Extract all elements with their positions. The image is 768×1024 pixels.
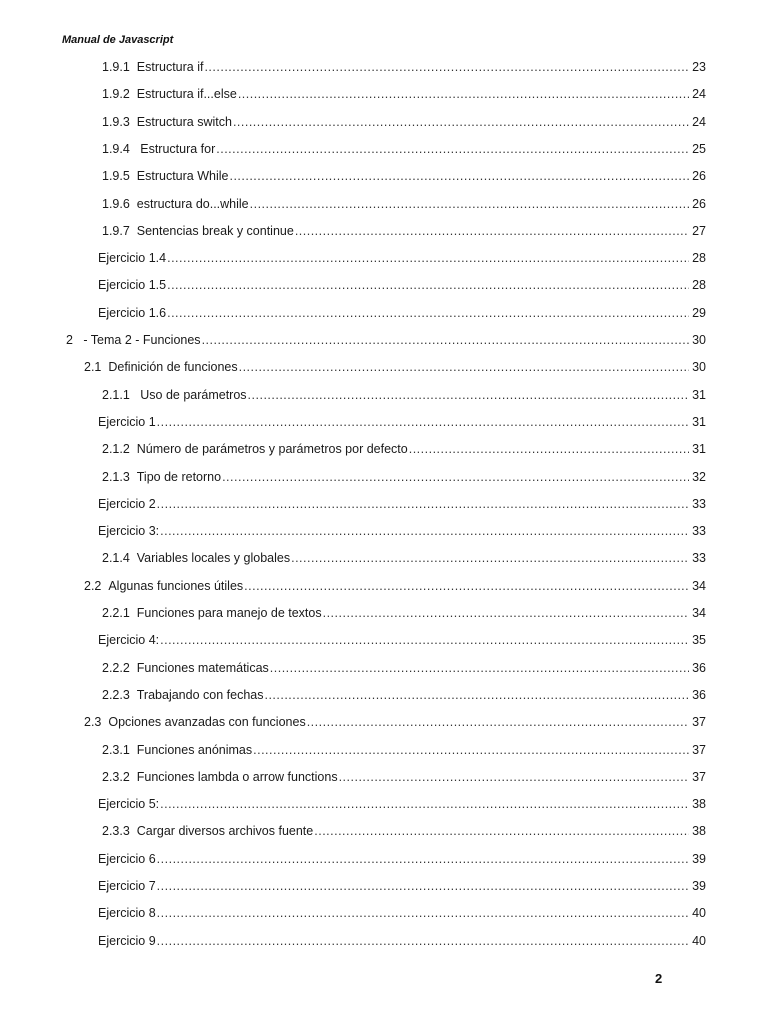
toc-dot-leader (222, 467, 689, 487)
toc-entry-title: Ejercicio 7 (98, 879, 156, 893)
toc-entry-title: Opciones avanzadas con funciones (108, 715, 306, 730)
toc-entry[interactable] (102, 385, 706, 405)
toc-dot-leader (167, 303, 689, 323)
toc-entry[interactable] (98, 931, 706, 951)
toc-entry-page: 34 (692, 578, 706, 593)
toc-entry[interactable] (98, 494, 706, 514)
toc-dot-leader (233, 112, 689, 132)
toc-entry-page: 33 (692, 524, 706, 539)
toc-entry[interactable] (98, 275, 706, 295)
toc-dot-leader (244, 576, 689, 596)
toc-entry-page: 29 (692, 305, 706, 320)
toc-entry-title: Estructura switch (136, 114, 232, 129)
toc-entry[interactable] (98, 794, 706, 814)
toc-entry-title: Trabajando con fechas (136, 687, 264, 702)
toc-dot-leader (157, 931, 689, 951)
toc-dot-leader (253, 740, 689, 760)
toc-dot-leader (160, 630, 689, 650)
page-number: 2 (655, 971, 663, 986)
toc-entry[interactable] (84, 357, 706, 377)
toc-entry-page: 32 (692, 469, 706, 484)
toc-entry-page: 33 (692, 496, 706, 511)
toc-entry[interactable] (102, 57, 706, 77)
toc-dot-leader (204, 57, 689, 77)
toc-dot-leader (160, 794, 689, 814)
toc-entry[interactable] (102, 194, 706, 214)
toc-entry-title: Tipo de retorno (136, 469, 222, 484)
toc-entry-page: 30 (692, 360, 706, 375)
toc-entry-title: Ejercicio 4: (98, 633, 160, 648)
toc-dot-leader (270, 658, 689, 678)
toc-entry-number: 1.9.2 (102, 87, 130, 102)
toc-entry-number: 2.2.3 (102, 687, 130, 702)
toc-entry-number: 2.3.2 (102, 769, 130, 784)
toc-entry-title: Ejercicio 6 (98, 851, 156, 866)
toc-entry-title: Ejercicio 9 (98, 933, 156, 948)
toc-entry[interactable] (98, 876, 706, 896)
toc-dot-leader (229, 166, 689, 186)
toc-entry-number: 1.9.6 (102, 196, 130, 211)
toc-entry[interactable] (102, 548, 706, 568)
toc-entry-page: 40 (692, 906, 706, 921)
toc-dot-leader (160, 521, 689, 541)
toc-dot-leader (339, 767, 689, 787)
toc-entry-number: 2.3.3 (102, 824, 130, 839)
toc-entry[interactable] (98, 303, 706, 323)
toc-entry-number: 1.9.1 (102, 60, 130, 74)
toc-entry-title: Ejercicio 1.5 (98, 278, 167, 293)
toc-entry-number: 2.1 (84, 360, 102, 375)
toc-entry-title: Ejercicio 3: (98, 524, 160, 539)
toc-entry-page: 38 (692, 797, 706, 812)
toc-entry[interactable] (98, 903, 706, 923)
toc-dot-leader (157, 849, 689, 869)
toc-entry[interactable] (102, 685, 706, 705)
toc-entry-page: 25 (692, 141, 706, 156)
toc-entry[interactable] (102, 658, 706, 678)
toc-entry-title: Ejercicio 1.4 (98, 251, 167, 266)
toc-dot-leader (216, 139, 689, 159)
toc-dot-leader (314, 821, 689, 841)
toc-entry-title: Algunas funciones útiles (108, 578, 244, 593)
toc-entry-page: 38 (692, 824, 706, 839)
toc-entry-title: Definición de funciones (108, 360, 238, 375)
toc-entry-number: 2.2.1 (102, 606, 130, 620)
toc-dot-leader (157, 412, 689, 432)
toc-entry-title: - Tema 2 - Funciones (79, 333, 201, 347)
toc-entry-title: Funciones para manejo de textos (136, 606, 322, 620)
toc-entry[interactable] (102, 166, 706, 186)
toc-entry-page: 40 (692, 933, 706, 948)
toc-entry-title: Funciones anónimas (136, 742, 253, 757)
toc-entry-page: 37 (692, 742, 706, 757)
toc-entry[interactable] (98, 630, 706, 650)
toc-entry[interactable] (102, 821, 706, 841)
toc-entry-page: 24 (692, 87, 706, 102)
toc-entry-title: Variables locales y globales (136, 551, 291, 566)
toc-entry-title: Funciones matemáticas (136, 660, 269, 675)
toc-entry[interactable] (98, 849, 706, 869)
toc-entry-title: Ejercicio 1.6 (98, 305, 167, 320)
toc-entry-title: Ejercicio 2 (98, 496, 156, 511)
toc-entry-title: Ejercicio 1 (98, 414, 156, 429)
toc-entry-title: estructura do...while (136, 196, 249, 211)
toc-entry-number: 2.3 (84, 715, 102, 730)
toc-entry-title: Cargar diversos archivos fuente (136, 824, 314, 839)
toc-entry[interactable] (102, 439, 706, 459)
toc-entry-title: Estructura if (136, 60, 204, 74)
toc-entry-page: 30 (692, 333, 706, 347)
toc-entry-number: 1.9.7 (102, 223, 130, 238)
toc-entry-page: 28 (692, 251, 706, 266)
toc-entry-number: 2.1.4 (102, 551, 130, 566)
toc-entry-page: 34 (692, 606, 706, 620)
toc-entry-page: 33 (692, 551, 706, 566)
toc-dot-leader (202, 330, 689, 350)
running-header-title: Manual de Javascript (62, 34, 174, 46)
toc-entry-page: 27 (692, 223, 706, 238)
toc-entry-page: 36 (692, 687, 706, 702)
toc-dot-leader (250, 194, 689, 214)
toc-dot-leader (157, 876, 689, 896)
toc-entry-page: 31 (692, 442, 706, 457)
toc-dot-leader (307, 712, 689, 732)
toc-entry-number: 1.9.4 (102, 141, 130, 156)
toc-entry-page: 37 (692, 715, 706, 730)
toc-entry-title: Estructura for (136, 141, 216, 156)
toc-entry-title: Estructura While (136, 169, 229, 184)
toc-entry-title: Ejercicio 8 (98, 906, 156, 921)
toc-entry[interactable] (84, 712, 706, 732)
toc-entry-page: 28 (692, 278, 706, 293)
toc-entry-number: 1.9.5 (102, 169, 130, 184)
toc-entry-page: 24 (692, 114, 706, 129)
toc-dot-leader (291, 548, 689, 568)
toc-entry[interactable] (102, 84, 706, 104)
toc-entry-number: 2 (66, 333, 73, 347)
toc-dot-leader (264, 685, 689, 705)
toc-entry[interactable] (102, 139, 706, 159)
toc-entry-title: Funciones lambda o arrow functions (136, 769, 338, 784)
toc-entry-title: Sentencias break y continue (136, 223, 294, 238)
toc-entry-number: 2.3.1 (102, 742, 130, 757)
toc-dot-leader (157, 903, 689, 923)
toc-entry[interactable] (98, 521, 706, 541)
toc-dot-leader (239, 357, 689, 377)
toc-entry-number: 2.1.1 (102, 387, 130, 402)
toc-entry-page: 26 (692, 169, 706, 184)
toc-entry-page: 39 (692, 851, 706, 866)
toc-entry[interactable] (102, 740, 706, 760)
toc-entry-title: Estructura if...else (136, 87, 237, 102)
toc-entry-page: 31 (692, 414, 706, 429)
toc-dot-leader (248, 385, 689, 405)
toc-entry[interactable] (102, 467, 706, 487)
toc-entry-number: 1.9.3 (102, 114, 130, 129)
toc-entry-title: Ejercicio 5: (98, 797, 160, 812)
toc-entry-number: 2.2 (84, 578, 102, 593)
toc-entry-page: 35 (692, 633, 706, 648)
toc-dot-leader (167, 275, 689, 295)
toc-dot-leader (323, 603, 689, 623)
toc-dot-leader (409, 439, 689, 459)
toc-entry-title: Uso de parámetros (136, 387, 247, 402)
toc-entry-page: 31 (692, 387, 706, 402)
toc-entry-page: 37 (692, 769, 706, 784)
toc-dot-leader (157, 494, 689, 514)
toc-entry-number: 2.1.2 (102, 442, 130, 457)
toc-entry-page: 26 (692, 196, 706, 211)
toc-entry[interactable] (84, 576, 706, 596)
toc-entry-number: 2.1.3 (102, 469, 130, 484)
toc-entry-page: 39 (692, 879, 706, 893)
toc-entry-number: 2.2.2 (102, 660, 130, 675)
toc-entry-title: Número de parámetros y parámetros por defecto (136, 442, 408, 457)
toc-entry-page: 36 (692, 660, 706, 675)
toc-dot-leader (238, 84, 689, 104)
toc-entry[interactable] (102, 767, 706, 787)
toc-entry[interactable] (98, 412, 706, 432)
toc-dot-leader (295, 221, 689, 241)
toc-entry[interactable] (66, 330, 706, 350)
toc-entry[interactable] (102, 221, 706, 241)
toc-entry-page: 23 (692, 60, 706, 74)
toc-entry[interactable] (98, 248, 706, 268)
toc-entry[interactable] (102, 112, 706, 132)
toc-entry[interactable] (102, 603, 706, 623)
toc-dot-leader (167, 248, 689, 268)
